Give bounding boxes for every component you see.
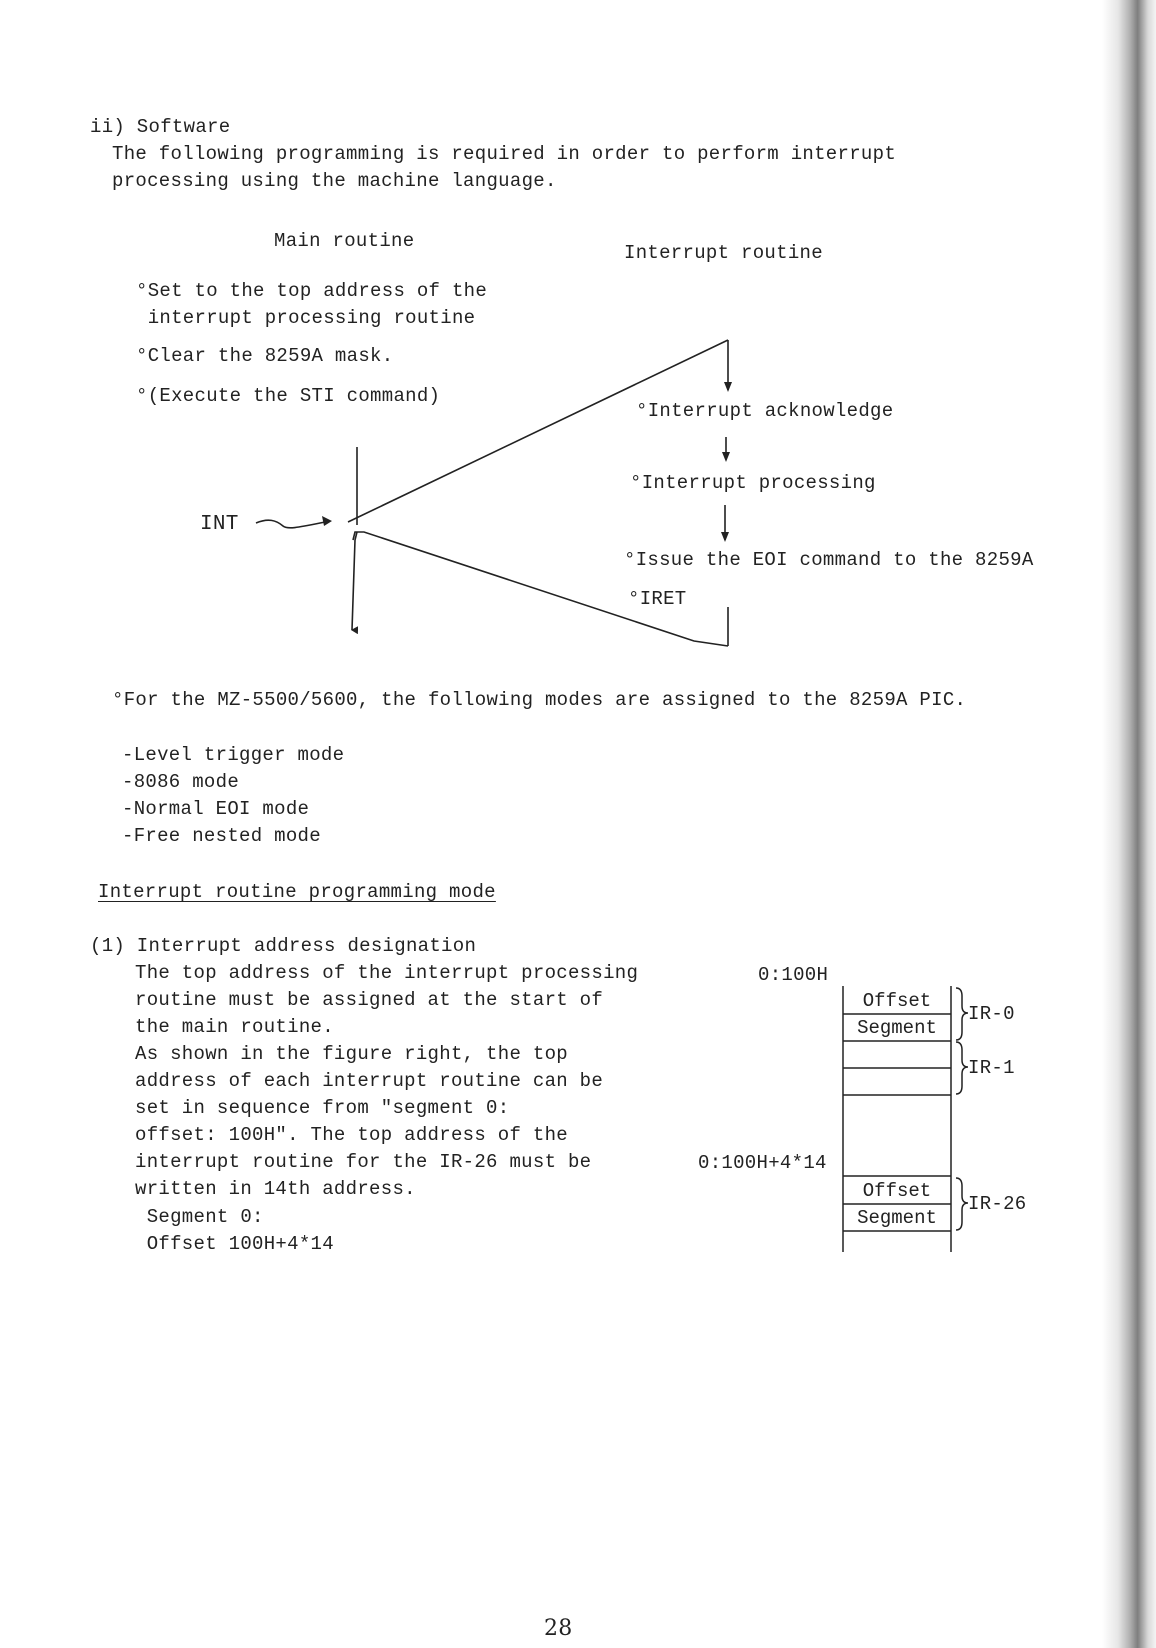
main-step-1: °Set to the top address of the [136,280,488,302]
brace-ir0 [956,988,968,1040]
mode-3: -Normal EOI mode [122,798,310,820]
item1-line: interrupt routine for the IR-26 must be [135,1151,592,1173]
item1-title: (1) Interrupt address designation [90,935,477,957]
interrupt-step-3: °Issue the EOI command to the 8259A [624,549,1034,571]
address-top: 0:100H [758,964,829,986]
subsection-title: Interrupt routine programming mode [98,881,496,903]
main-step-1b: interrupt processing routine [136,307,476,329]
cell-segment-ir0: Segment [857,1017,937,1039]
item1-line: set in sequence from "segment 0: [135,1097,510,1119]
item1-line: routine must be assigned at the start of [135,989,604,1011]
address-ir26: 0:100H+4*14 [698,1152,827,1174]
cell-offset-ir26: Offset [862,1180,932,1202]
label-ir26: IR-26 [968,1193,1027,1215]
mode-4: -Free nested mode [122,825,321,847]
pic-note: °For the MZ-5500/5600, the following modes are assigned to the 8259A PIC. [112,689,967,711]
brace-ir26 [956,1178,968,1230]
label-ir0: IR-0 [968,1003,1015,1025]
mode-1: -Level trigger mode [122,744,345,766]
item1-line: offset: 100H". The top address of the [135,1124,568,1146]
interrupt-step-1: °Interrupt acknowledge [636,400,894,422]
intro-line-1: The following programming is required in order to perform interrupt [112,143,897,165]
item1-line: Segment 0: [135,1206,264,1228]
label-ir1: IR-1 [968,1057,1015,1079]
main-step-2: °Clear the 8259A mask. [136,345,394,367]
item1-line: The top address of the interrupt processing [135,962,639,984]
section-heading: ii) Software [90,116,231,138]
item1-line: Offset 100H+4*14 [135,1233,334,1255]
item1-line: As shown in the figure right, the top [135,1043,568,1065]
cell-segment-ir26: Segment [857,1207,937,1229]
item1-line: the main routine. [135,1016,334,1038]
mode-2: -8086 mode [122,771,240,793]
main-step-3: °(Execute the STI command) [136,385,441,407]
item1-line: address of each interrupt routine can be [135,1070,604,1092]
cell-offset-ir0: Offset [862,990,932,1012]
int-label: INT [200,513,239,536]
main-routine-title: Main routine [274,230,415,252]
interrupt-routine-title: Interrupt routine [624,242,823,264]
interrupt-step-4: °IRET [628,588,687,610]
brace-ir1 [956,1042,968,1094]
item1-line: written in 14th address. [135,1178,416,1200]
intro-line-2: processing using the machine language. [112,170,557,192]
page-number: 28 [544,1616,573,1641]
interrupt-step-2: °Interrupt processing [630,472,876,494]
